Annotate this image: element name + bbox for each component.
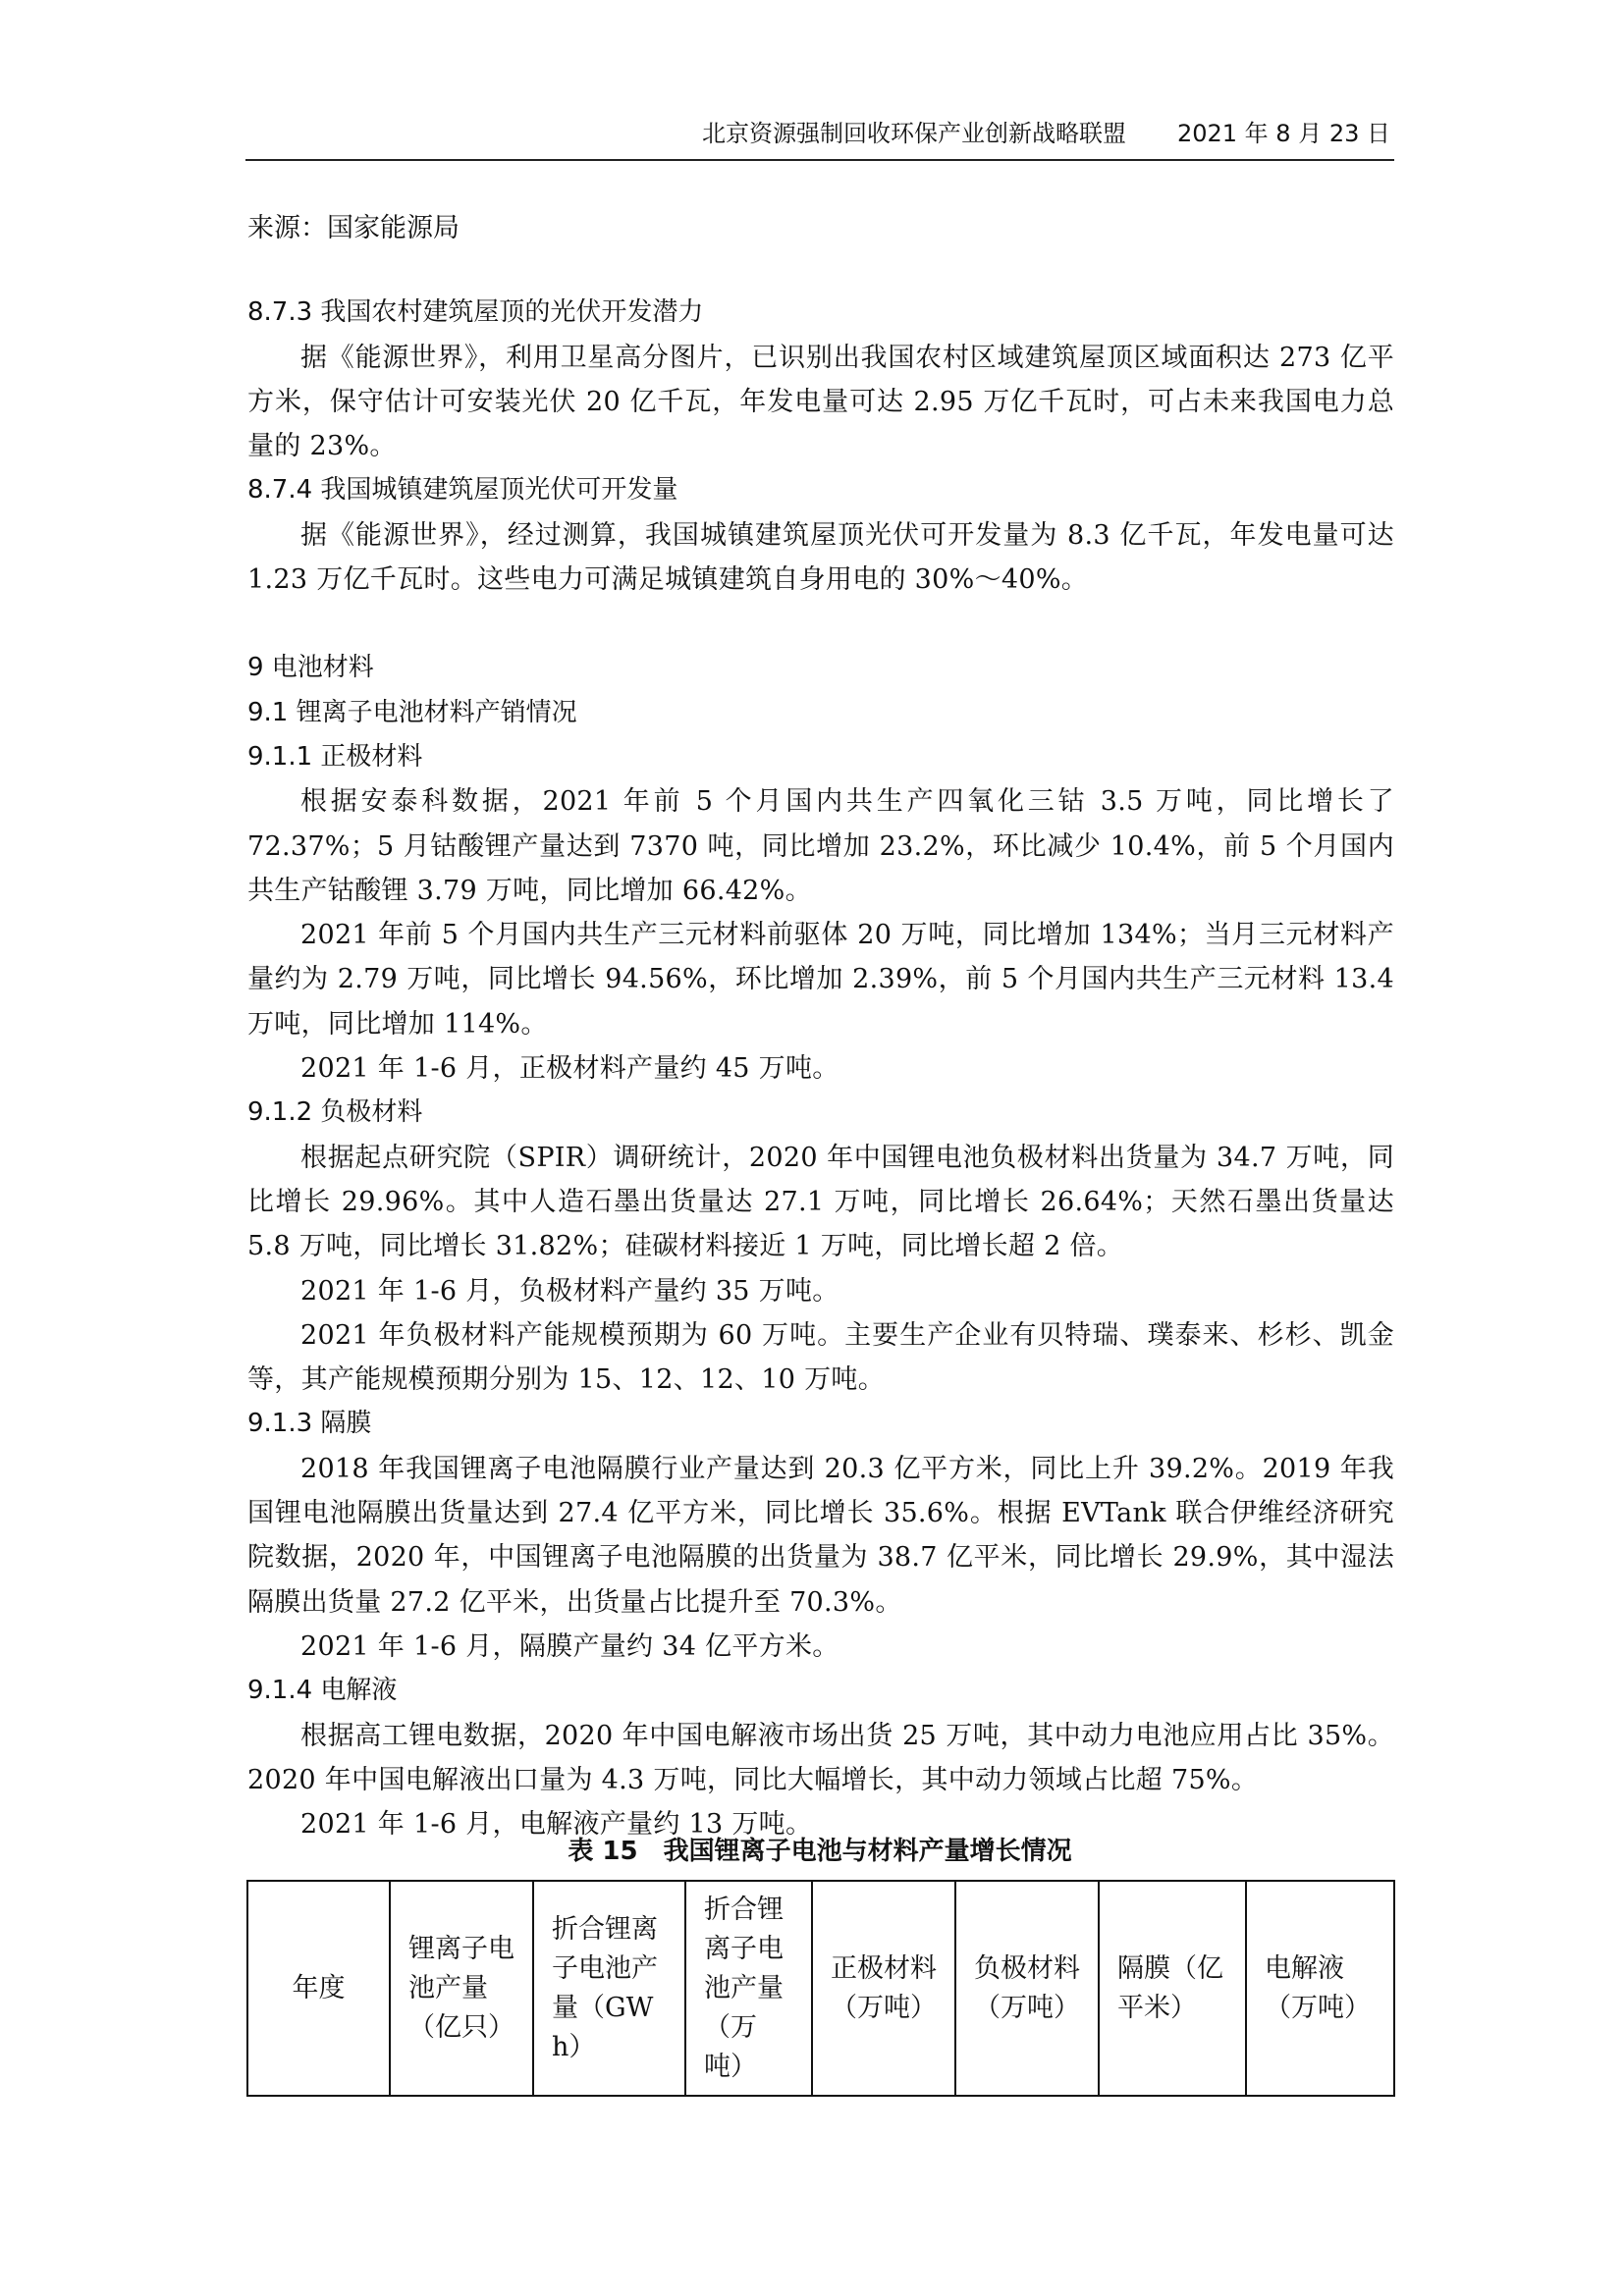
- paragraph: 2021 年负极材料产能规模预期为 60 万吨。主要生产企业有贝特瑞、璞泰来、杉杉、凯金等，其产能规模预期分别为 15、12、12、10 万吨。: [247, 1319, 1394, 1396]
- paragraph: 根据安泰科数据，2021 年前 5 个月国内共生产四氧化三钴 3.5 万吨，同比增长了 72.37%；5 月钴酸锂产量达到 7370 吨，同比增加 23.2%，环比减少 10.4%，前 5 个月国内共生产钴酸锂 3.79 万吨，同比增加 66.42%。: [247, 786, 1394, 906]
- section-heading: 8.7.3 我国农村建筑屋顶的光伏开发潜力: [247, 297, 704, 328]
- table-caption: 表 15 我国锂离子电池与材料产量增长情况: [568, 1837, 1072, 1866]
- paragraph: 据《能源世界》，经过测算，我国城镇建筑屋顶光伏可开发量为 8.3 亿千瓦，年发电量可达 1.23 万亿千瓦时。这些电力可满足城镇建筑自身用电的 30%～40%。: [247, 519, 1394, 596]
- paragraph: 2021 年 1-6 月，隔膜产量约 34 亿平方米。: [300, 1630, 839, 1662]
- paragraph: 2021 年 1-6 月，负极材料产量约 35 万吨。: [300, 1275, 839, 1307]
- header-date: 2021 年 8 月 23 日: [1176, 120, 1390, 147]
- paragraph: 根据高工锂电数据，2020 年中国电解液市场出货 25 万吨，其中动力电池应用占比 35%。2020 年中国电解液出口量为 4.3 万吨，同比大幅增长，其中动力领域占比超 75%。: [247, 1720, 1394, 1795]
- document-body: [247, 206, 1394, 1846]
- production-table: [246, 1880, 1395, 2097]
- column-header-cathode: 正极材料（万吨）: [812, 1881, 955, 2096]
- paragraph: 2018 年我国锂离子电池隔膜行业产量达到 20.3 亿平方米，同比上升 39.2%。2019 年我国锂电池隔膜出货量达到 27.4 亿平方米，同比增长 35.6%。根据 EVTank 联合伊维经济研究院数据，2020 年，中国锂离子电池隔膜的出货量为 38.7 亿平米，同比增长 29.9%，其中湿法隔膜出货量 27.2 亿平米，出货量占比提升至 70.3%。: [247, 1453, 1394, 1618]
- section-heading: 9.1.4 电解液: [247, 1676, 398, 1706]
- column-header-separator: 隔膜（亿平米）: [1099, 1881, 1246, 2096]
- column-header-battery-count: 锂离子电池产量（亿只）: [390, 1881, 533, 2096]
- column-header-battery-gwh: 折合锂离子电池产量（GWh）: [533, 1881, 685, 2096]
- column-header-anode: 负极材料（万吨）: [955, 1881, 1099, 2096]
- paragraph: 2021 年 1-6 月，电解液产量约 13 万吨。: [300, 1809, 813, 1841]
- table-header-row: [247, 1881, 1394, 2096]
- paragraph: 据《能源世界》，利用卫星高分图片，已识别出我国农村区域建筑屋顶区域面积达 273 亿平方米，保守估计可安装光伏 20 亿千瓦，年发电量可达 2.95 万亿千瓦时，可占未来我国电力总量的 23%。: [247, 342, 1394, 462]
- spacer: [247, 602, 1394, 646]
- section-heading: 9.1.3 隔膜: [247, 1409, 372, 1439]
- section-heading: 8.7.4 我国城镇建筑屋顶光伏可开发量: [247, 475, 678, 506]
- section-heading: 9.1.2 负极材料: [247, 1097, 423, 1128]
- page-header: [245, 114, 1394, 161]
- header-organization: 北京资源强制回收环保产业创新战略联盟: [701, 120, 1126, 147]
- column-header-year: 年度: [247, 1881, 390, 2096]
- source-line: 来源：国家能源局: [247, 213, 460, 243]
- paragraph: 2021 年 1-6 月，正极材料产量约 45 万吨。: [300, 1053, 839, 1085]
- column-header-electrolyte: 电解液（万吨）: [1246, 1881, 1394, 2096]
- column-header-battery-tons: 折合锂离子电池产量（万吨）: [685, 1881, 812, 2096]
- section-heading: 9.1.1 正极材料: [247, 741, 423, 772]
- chapter-heading: 9 电池材料: [247, 653, 374, 683]
- paragraph: 根据起点研究院（SPIR）调研统计，2020 年中国锂电池负极材料出货量为 34.7 万吨，同比增长 29.96%。其中人造石墨出货量达 27.1 万吨，同比增长 26.64%；天然石墨出货量达 5.8 万吨，同比增长 31.82%；硅碳材料接近 1 万吨，同比增长超 2 倍。: [247, 1142, 1394, 1262]
- section-heading: 9.1 锂离子电池材料产销情况: [247, 697, 577, 727]
- paragraph: 2021 年前 5 个月国内共生产三元材料前驱体 20 万吨，同比增加 134%；当月三元材料产量约为 2.79 万吨，同比增长 94.56%，环比增加 2.39%，前 5 个月国内共生产三元材料 13.4 万吨，同比增加 114%。: [247, 920, 1394, 1040]
